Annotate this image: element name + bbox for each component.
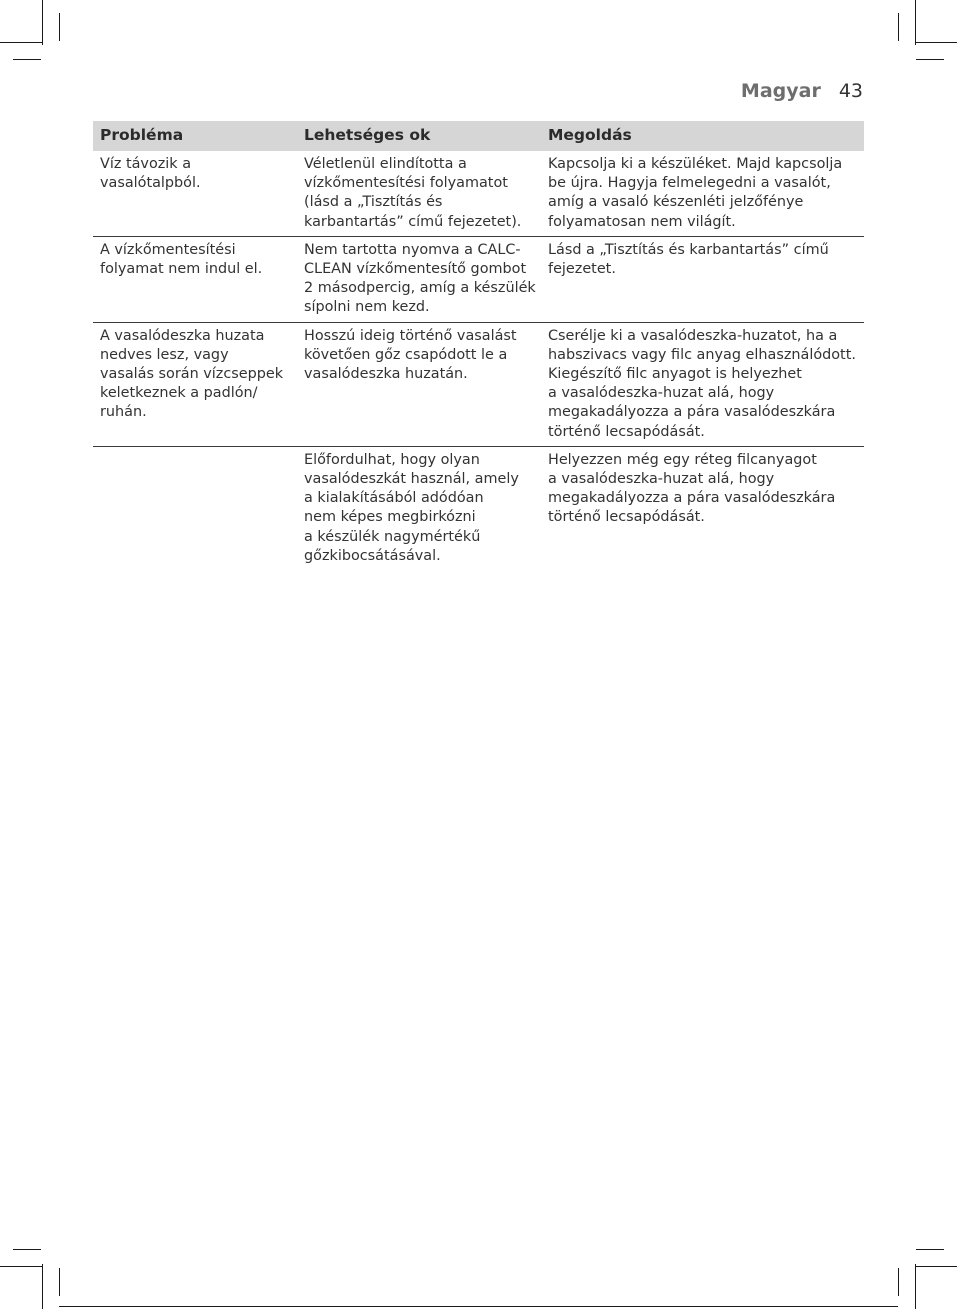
problem-line: keletkeznek a padlón/: [100, 385, 258, 402]
solution-line: megakadályozza a pára vasalódeszkára: [548, 490, 836, 507]
cause-line: vasalódeszkát használ, amely: [304, 471, 519, 488]
cause-cell: [297, 236, 541, 322]
cause-line: Előfordulhat, hogy olyan: [304, 451, 480, 468]
cause-line: 2 másodpercig, amíg a készülék: [304, 280, 536, 297]
crop-mark: [13, 1249, 41, 1250]
troubleshooting-table: [93, 121, 864, 570]
language-label: Magyar: [740, 80, 821, 102]
crop-mark: [916, 1249, 944, 1250]
solution-cell: [541, 446, 864, 570]
cause-line: a kialakításából adódóan: [304, 490, 484, 507]
solution-line: a vasalódeszka-huzat alá, hogy: [548, 471, 775, 488]
cause-line: követően gőz csapódott le a: [304, 346, 508, 363]
problem-line: folyamat nem indul el.: [100, 261, 263, 278]
crop-mark: [13, 59, 41, 60]
solution-line: Kapcsolja ki a készüléket. Majd kapcsolja: [548, 156, 843, 172]
cause-line: vasalódeszka huzatán.: [304, 366, 468, 383]
solution-line: a vasalódeszka-huzat alá, hogy: [548, 385, 775, 402]
problem-cell: [93, 236, 297, 322]
solution-line: Kiegészítő filc anyagot is helyezhet: [548, 366, 802, 383]
cause-line: karbantartás” című fejezetet).: [304, 213, 522, 230]
cause-cell: [297, 322, 541, 446]
problem-line: vasalótalpból.: [100, 175, 201, 192]
solution-line: Cserélje ki a vasalódeszka-huzatot, ha a: [548, 327, 838, 344]
problem-cell: [93, 446, 297, 570]
solution-cell: [541, 322, 864, 446]
crop-mark: [898, 1268, 899, 1296]
cause-line: (lásd a „Tisztítás és: [304, 194, 443, 211]
crop-mark: [59, 1306, 898, 1307]
problem-cell: [93, 151, 297, 236]
crop-mark: [915, 1264, 916, 1309]
table-row: [93, 446, 864, 570]
crop-mark: [916, 59, 944, 60]
column-header-solution: Megoldás: [541, 121, 864, 151]
problem-line: nedves lesz, vagy: [100, 346, 229, 363]
column-header-cause: Lehetséges ok: [297, 121, 541, 151]
problem-line: vasalás során vízcseppek: [100, 366, 284, 383]
solution-line: Helyezzen még egy réteg filcanyagot: [548, 451, 817, 468]
cause-line: CLEAN vízkőmentesítő gombot: [304, 261, 527, 278]
crop-mark: [59, 13, 60, 41]
cause-line: nem képes megbirkózni: [304, 509, 476, 526]
solution-line: történő lecsapódását.: [548, 423, 705, 440]
problem-cell: [93, 322, 297, 446]
cause-line: Hosszú ideig történő vasalást: [304, 327, 517, 344]
cause-line: Véletlenül elindította a: [304, 156, 467, 172]
crop-mark: [915, 0, 916, 45]
page-number: 43: [838, 80, 863, 102]
table-row: [93, 322, 864, 446]
page-header: [741, 80, 863, 102]
crop-mark: [59, 1268, 60, 1296]
crop-mark: [916, 42, 957, 43]
cause-line: gőzkibocsátásával.: [304, 547, 441, 564]
crop-mark: [42, 0, 43, 45]
crop-mark: [0, 1266, 42, 1267]
problem-line: ruhán.: [100, 404, 147, 421]
cause-line: vízkőmentesítési folyamatot: [304, 175, 508, 192]
cause-cell: [297, 446, 541, 570]
solution-line: folyamatosan nem világít.: [548, 213, 736, 230]
cause-cell: [297, 151, 541, 236]
solution-line: történő lecsapódását.: [548, 509, 705, 526]
cause-line: sípolni nem kezd.: [304, 299, 430, 316]
problem-line: A vízkőmentesítési: [100, 241, 236, 258]
table-row: [93, 151, 864, 236]
solution-line: amíg a vasaló készenléti jelzőfénye: [548, 194, 804, 211]
problem-line: A vasalódeszka huzata: [100, 327, 265, 344]
solution-cell: [541, 236, 864, 322]
solution-line: be újra. Hagyja felmelegedni a vasalót,: [548, 175, 831, 192]
solution-line: megakadályozza a pára vasalódeszkára: [548, 404, 836, 421]
crop-mark: [898, 13, 899, 41]
solution-cell: [541, 151, 864, 236]
solution-line: fejezetet.: [548, 261, 616, 278]
solution-line: Lásd a „Tisztítás és karbantartás” című: [548, 241, 829, 258]
crop-mark: [916, 1266, 957, 1267]
cause-line: a készülék nagymértékű: [304, 528, 481, 545]
crop-mark: [0, 42, 42, 43]
column-header-problem: Probléma: [93, 121, 297, 151]
cause-line: Nem tartotta nyomva a CALC-: [304, 241, 521, 258]
table-row: [93, 236, 864, 322]
crop-mark: [42, 1264, 43, 1309]
table-header-row: [93, 121, 864, 151]
solution-line: habszivacs vagy filc anyag elhasználódott.: [548, 346, 856, 363]
problem-line: Víz távozik a: [100, 156, 192, 172]
